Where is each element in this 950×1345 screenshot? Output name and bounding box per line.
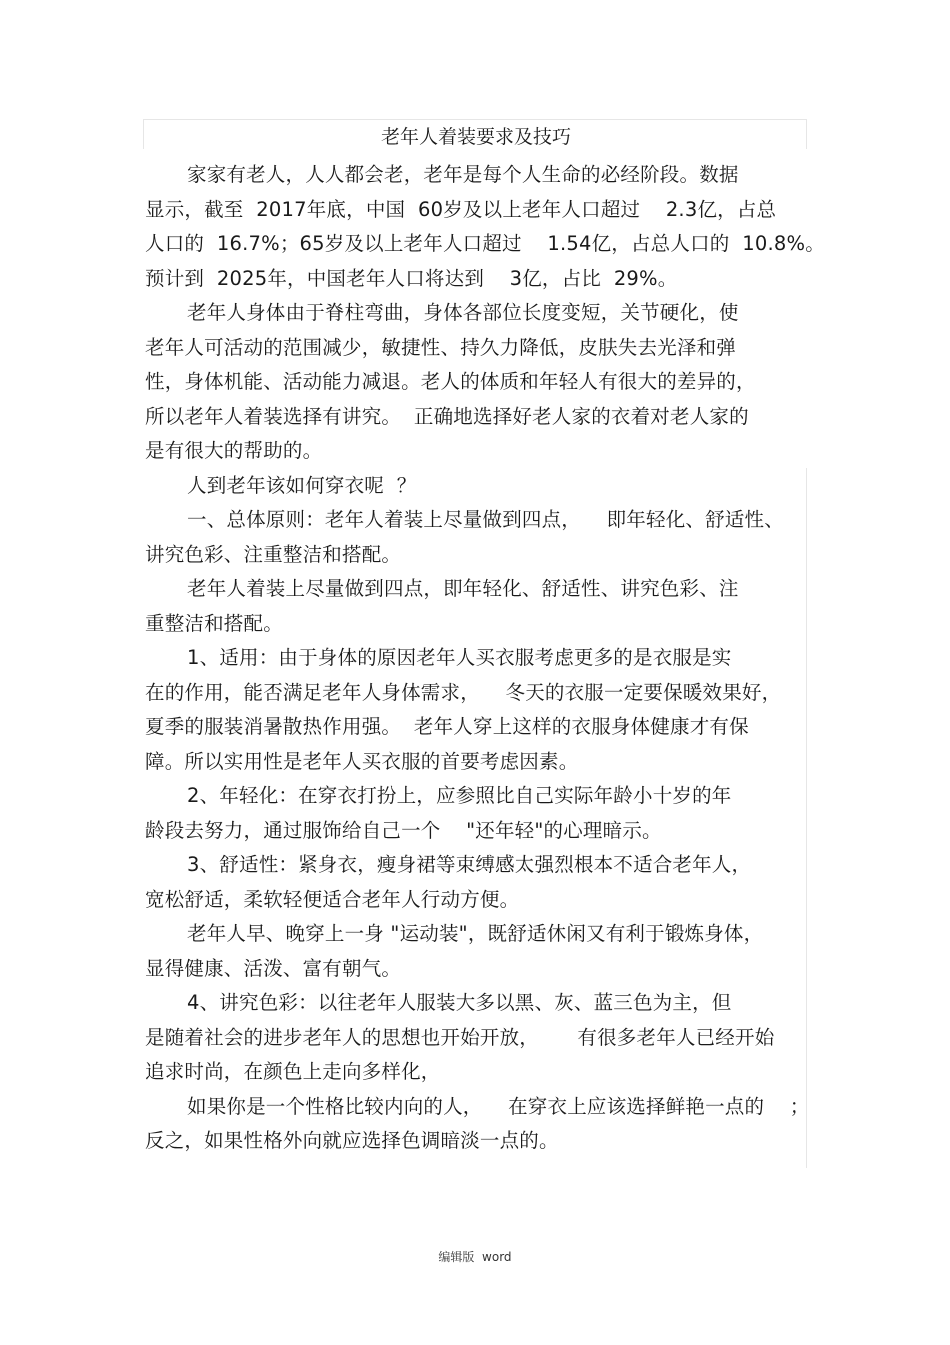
text-line: 显得健康、活泼、富有朝气。 xyxy=(145,956,402,980)
text-line: 所以老年人着装选择有讲究。 正确地选择好老人家的衣着对老人家的 xyxy=(145,404,749,428)
text-line: 老年人可活动的范围减少，敏捷性、持久力降低，皮肤失去光泽和弹 xyxy=(145,335,737,359)
text-line: 是随着社会的进步老年人的思想也开始开放， 有很多老年人已经开始 xyxy=(145,1025,775,1049)
text-line: 是有很大的帮助的。 xyxy=(145,439,323,462)
text-line: 预计到 2025年，中国老年人口将达到 3亿，占比 29%。 xyxy=(145,266,678,290)
text-line: 3、舒适性：紧身衣，瘦身裙等束缚感太强烈根本不适合老年人， xyxy=(187,853,752,876)
frame-top-line xyxy=(143,119,807,120)
text-line: 追求时尚，在颜色上走向多样化， xyxy=(145,1060,441,1083)
text-line: 家家有老人，人人都会老，老年是每个人生命的必经阶段。数据 xyxy=(187,163,739,186)
text-line: 一、总体原则：老年人着装上尽量做到四点， 即年轻化、舒适性、 xyxy=(187,508,784,531)
text-line: 人口的 16.7%；65岁及以上老年人口超过 1.54亿，占总人口的 10.8%。 xyxy=(145,232,825,255)
text-line: 在的作用，能否满足老年人身体需求， 冬天的衣服一定要保暖效果好， xyxy=(145,680,782,704)
text-line: 1、适用：由于身体的原因老年人买衣服考虑更多的是衣服是实 xyxy=(187,646,732,669)
text-line: 夏季的服装消暑散热作用强。 老年人穿上这样的衣服身体健康才有保 xyxy=(145,715,749,738)
text-line: 宽松舒适，柔软轻便适合老年人行动方便。 xyxy=(145,887,520,911)
text-line: 如果你是一个性格比较内向的人， 在穿衣上应该选择鲜艳一点的 ； xyxy=(187,1094,810,1118)
text-line: 老年人着装上尽量做到四点，即年轻化、舒适性、讲究色彩、注 xyxy=(187,577,739,600)
page-footer: 编辑版 word xyxy=(438,1250,512,1264)
text-line: 讲究色彩、注重整洁和搭配。 xyxy=(145,542,402,566)
document-title: 老年人着装要求及技巧 xyxy=(380,126,571,148)
document-body xyxy=(145,158,825,1159)
text-line: 龄段去努力，通过服饰给自己一个 "还年轻"的心理暗示。 xyxy=(145,818,662,842)
frame-left-line xyxy=(143,119,144,149)
text-line: 性，身体机能、活动能力减退。老人的体质和年轻人有很大的差异的， xyxy=(145,370,756,393)
text-line: 显示，截至 2017年底，中国 60岁及以上老年人口超过 2.3亿，占总 xyxy=(145,197,777,221)
text-line: 2、年轻化：在穿衣打扮上，应参照比自己实际年龄小十岁的年 xyxy=(187,784,732,807)
text-line: 反之，如果性格外向就应选择色调暗淡一点的。 xyxy=(145,1129,559,1152)
text-line: 障。所以实用性是老年人买衣服的首要考虑因素。 xyxy=(145,749,579,773)
text-line: 4、讲究色彩：以往老年人服装大多以黑、灰、蓝三色为主，但 xyxy=(187,991,732,1014)
text-line: 老年人早、晚穿上一身 "运动装"，既舒适休闲又有利于锻炼身体， xyxy=(187,922,764,945)
text-line: 人到老年该如何穿衣呢 ？ xyxy=(187,473,417,497)
text-line: 老年人身体由于脊柱弯曲，身体各部位长度变短，关节硬化，使 xyxy=(187,301,739,324)
text-line: 重整洁和搭配。 xyxy=(145,611,283,635)
